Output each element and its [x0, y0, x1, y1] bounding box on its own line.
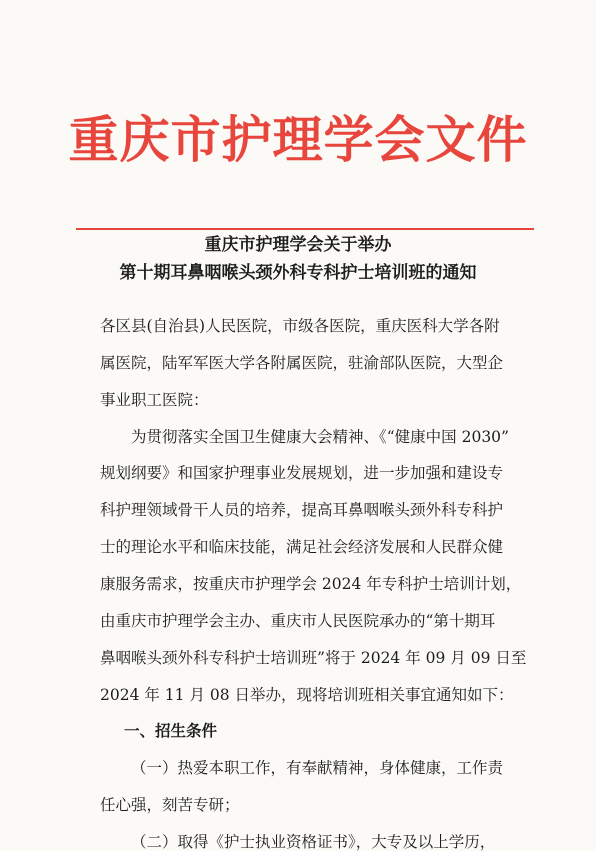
list-item: （二）取得《护士执业资格证书》，大专及以上学历， [131, 833, 496, 851]
body-line: 为贯彻落实全国卫生健康大会精神、《“健康中国 2030” [131, 428, 509, 446]
body-line: 属医院，陆军军医大学各附属医院，驻渝部队医院，大型企 [100, 354, 504, 372]
org-file-title: 重庆市护理学会文件 [68, 110, 528, 169]
header-divider-line [76, 228, 534, 230]
body-line: 科护理领域骨干人员的培养，提高耳鼻咽喉头颈外科专科护 [100, 501, 504, 519]
list-item: 任心强，刻苦专研； [100, 796, 240, 814]
body-line: 由重庆市护理学会主办、重庆市人民医院承办的“第十期耳 [100, 612, 496, 630]
body-line: 事业职工医院： [100, 391, 209, 409]
section-heading: 一、招生条件 [124, 722, 218, 740]
list-item: （一）热爱本职工作，有奉献精神，身体健康，工作责 [131, 759, 504, 777]
body-line: 鼻咽喉头颈外科专科护士培训班”将于 2024 年 09 月 09 日至 [100, 649, 527, 667]
body-line: 康服务需求，按重庆市护理学会 2024 年专科护士培训计划， [100, 575, 522, 593]
body-line: 2024 年 11 月 08 日举办，现将培训班相关事宜通知如下： [100, 686, 514, 704]
body-line: 士的理论水平和临床技能，满足社会经济发展和人民群众健 [100, 538, 504, 556]
notice-title-line1: 重庆市护理学会关于举办 [204, 235, 392, 255]
body-line: 各区县(自治县)人民医院，市级各医院，重庆医科大学各附 [100, 317, 500, 335]
notice-title-line2: 第十期耳鼻咽喉头颈外科专科护士培训班的通知 [119, 263, 477, 283]
body-line: 规划纲要》和国家护理事业发展规划，进一步加强和建设专 [100, 464, 504, 482]
